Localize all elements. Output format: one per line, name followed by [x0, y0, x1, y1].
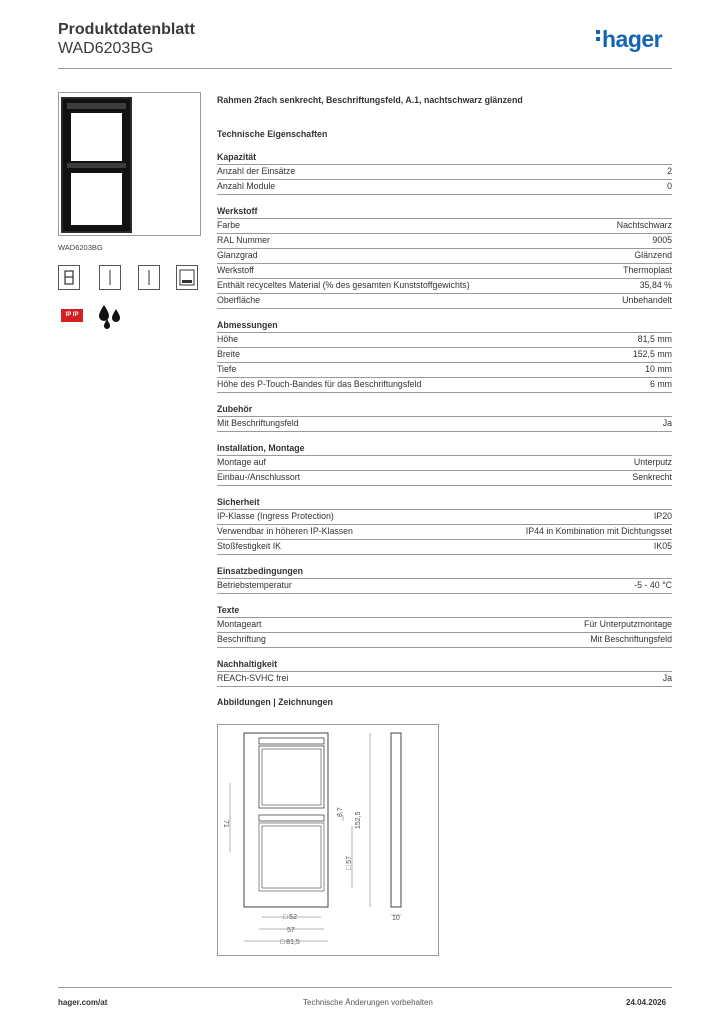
- logo-dots-icon: [596, 30, 600, 44]
- property-label: Tiefe: [217, 364, 237, 374]
- properties-section: [217, 205, 672, 309]
- section-heading: Nachhaltigkeit: [217, 659, 278, 669]
- property-value: Thermoplast: [623, 265, 672, 275]
- property-value: Senkrecht: [632, 472, 672, 482]
- section-heading: Texte: [217, 605, 240, 615]
- dimension-52: □ 52: [283, 914, 297, 921]
- section-rows: [217, 671, 672, 687]
- property-value: 152,5 mm: [632, 349, 672, 359]
- section-rows: [217, 455, 672, 486]
- property-value: Für Unterputzmontage: [583, 619, 672, 629]
- drawings-heading: Abbildungen | Zeichnungen: [217, 697, 333, 707]
- technical-drawing: [217, 724, 439, 956]
- dimension-8-7: 8,7: [337, 807, 344, 817]
- property-row: [217, 377, 672, 393]
- property-row: [217, 233, 672, 248]
- property-value: 9005: [652, 235, 672, 245]
- property-row: [217, 539, 672, 555]
- dimension-71: 71: [222, 820, 229, 828]
- device-icon: [58, 265, 80, 290]
- properties-section: [217, 403, 672, 432]
- property-label: Glanzgrad: [217, 250, 258, 260]
- label-field-icon: [176, 265, 198, 290]
- water-drops-icon: [96, 303, 124, 334]
- property-row: [217, 578, 672, 594]
- property-label: IP-Klasse (Ingress Protection): [217, 511, 334, 521]
- section-heading: Zubehör: [217, 404, 253, 414]
- property-label: Anzahl Module: [217, 181, 276, 191]
- page-title: Produktdatenblatt: [58, 21, 195, 38]
- footer-website-link[interactable]: hager.com/at: [58, 998, 108, 1007]
- footer-disclaimer: Technische Änderungen vorbehalten: [303, 998, 433, 1007]
- properties-section: [217, 442, 672, 486]
- property-row: [217, 332, 672, 347]
- property-label: REACh-SVHC frei: [217, 673, 289, 683]
- property-value: IK05: [653, 541, 672, 551]
- property-row: [217, 617, 672, 632]
- property-label: Montage auf: [217, 457, 266, 467]
- section-heading: Abmessungen: [217, 320, 278, 330]
- footer-date: 24.04.2026: [626, 998, 667, 1007]
- property-value: 35,84 %: [639, 280, 672, 290]
- property-value: 0: [667, 181, 672, 191]
- section-heading: Installation, Montage: [217, 443, 305, 453]
- property-label: Oberfläche: [217, 295, 261, 305]
- properties-section: [217, 604, 672, 648]
- property-label: RAL Nummer: [217, 235, 270, 245]
- property-value: Mit Beschriftungsfeld: [590, 634, 672, 644]
- property-label: Stoßfestigkeit IK: [217, 541, 282, 551]
- property-row: [217, 179, 672, 195]
- property-label: Anzahl der Einsätze: [217, 166, 296, 176]
- properties-section: [217, 565, 672, 594]
- section-rows: [217, 578, 672, 594]
- section-rows: [217, 509, 672, 555]
- property-label: Höhe des P-Touch-Bandes für das Beschriftungsfeld: [217, 379, 422, 389]
- property-value: Nachtschwarz: [616, 220, 672, 230]
- properties-section: [217, 151, 672, 195]
- property-row: [217, 248, 672, 263]
- product-image: [58, 92, 201, 236]
- property-label: Verwendbar in höheren IP-Klassen: [217, 526, 353, 536]
- header-divider: [58, 68, 672, 69]
- section-rows: [217, 164, 672, 195]
- dimension-57: 57: [287, 927, 295, 934]
- property-label: Einbau-/Anschlussort: [217, 472, 301, 482]
- property-value: Glänzend: [634, 250, 672, 260]
- ip-rating-icon: [61, 309, 83, 322]
- property-row: [217, 632, 672, 648]
- properties-section: [217, 319, 672, 393]
- property-row: [217, 524, 672, 539]
- property-row: [217, 293, 672, 309]
- dimension-drawing: [218, 725, 438, 955]
- section-heading: Sicherheit: [217, 497, 260, 507]
- properties-sections: [217, 151, 672, 687]
- property-row: [217, 218, 672, 233]
- property-value: 2: [667, 166, 672, 176]
- property-row: [217, 671, 672, 687]
- section-rows: [217, 218, 672, 309]
- section-rows: [217, 332, 672, 393]
- dimension-152-5: 152,5: [355, 811, 362, 829]
- property-value: IP20: [653, 511, 672, 521]
- product-description: Rahmen 2fach senkrecht, Beschriftungsfeld, A.1, nachtschwarz glänzend: [217, 95, 523, 105]
- property-value: Ja: [662, 673, 672, 683]
- property-label: Höhe: [217, 334, 239, 344]
- property-value: -5 - 40 °C: [634, 580, 672, 590]
- property-value: Ja: [662, 418, 672, 428]
- property-value: 81,5 mm: [637, 334, 672, 344]
- property-row: [217, 416, 672, 432]
- line-icon: [99, 265, 121, 290]
- line-icon: [138, 265, 160, 290]
- frame-illustration: [59, 93, 200, 235]
- property-label: Mit Beschriftungsfeld: [217, 418, 299, 428]
- property-row: [217, 278, 672, 293]
- property-value: 10 mm: [645, 364, 672, 374]
- property-label: Beschriftung: [217, 634, 266, 644]
- property-label: Betriebstemperatur: [217, 580, 292, 590]
- dimension-10: 10: [392, 915, 400, 922]
- property-label: Farbe: [217, 220, 240, 230]
- property-row: [217, 470, 672, 486]
- ip-rating-label: IP IP: [65, 312, 79, 318]
- property-row: [217, 263, 672, 278]
- property-value: IP44 in Kombination mit Dichtungsset: [525, 526, 672, 536]
- properties-section: [217, 496, 672, 555]
- property-row: [217, 164, 672, 179]
- tech-properties-heading: Technische Eigenschaften: [217, 129, 328, 139]
- property-row: [217, 509, 672, 524]
- section-rows: [217, 416, 672, 432]
- property-label: Werkstoff: [217, 265, 254, 275]
- property-row: [217, 455, 672, 470]
- product-image-caption: WAD6203BG: [58, 243, 103, 252]
- property-value: Unbehandelt: [622, 295, 672, 305]
- product-number: WAD6203BG: [58, 40, 154, 57]
- property-label: Montageart: [217, 619, 262, 629]
- property-value: 6 mm: [650, 379, 672, 389]
- property-row: [217, 347, 672, 362]
- section-rows: [217, 617, 672, 648]
- hager-logo: [596, 26, 662, 53]
- property-row: [217, 362, 672, 377]
- dimension-57-vertical: □ 57: [346, 856, 353, 870]
- main-content: [217, 95, 672, 711]
- logo-text: hager: [602, 26, 663, 52]
- section-heading: Kapazität: [217, 152, 257, 162]
- footer-divider: [58, 987, 672, 988]
- properties-section: [217, 658, 672, 687]
- property-label: Breite: [217, 349, 240, 359]
- section-heading: Werkstoff: [217, 206, 258, 216]
- dimension-81-5: □ 81,5: [280, 939, 300, 946]
- section-heading: Einsatzbedingungen: [217, 566, 304, 576]
- property-value: Unterputz: [633, 457, 672, 467]
- property-label: Enthält recyceltes Material (% des gesamten Kunststoffgewichts): [217, 280, 470, 290]
